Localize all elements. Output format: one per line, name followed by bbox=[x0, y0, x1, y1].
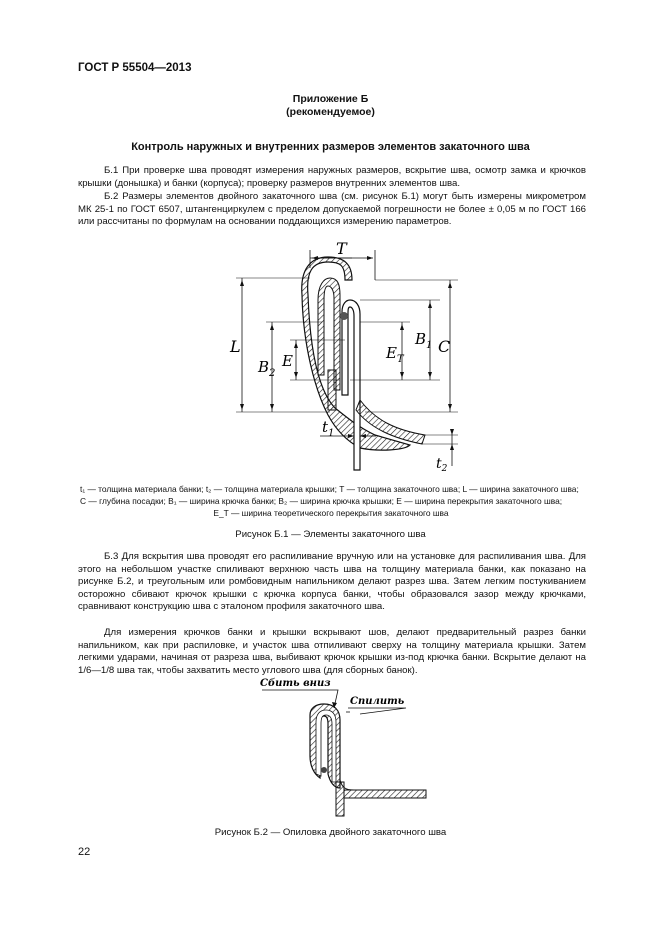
legend-line-1: t₁ — толщина материала банки; t₂ — толщина материала крышки; T — толщина закаточного шва; L — ширина закаточного шва; bbox=[80, 484, 579, 494]
standard-header: ГОСТ Р 55504—2013 bbox=[78, 62, 192, 74]
label-B2: $B_2$ bbox=[258, 358, 276, 379]
annex-title-block bbox=[0, 93, 661, 119]
figure-b2-seam-filing-diagram bbox=[250, 670, 430, 820]
paragraph-b3: Б.3 Для вскрытия шва проводят его распиливание вручную или на установке для распиливания шва. Для этого на небольшом участке спиливают верхнюю часть шва на толщину материала банки, как показано на рисунке Б.2, и треугольным или ромбовидным напильником делают разрез шва. Затем легким постукиванием осторожно сбивают крючок крышки с крючка корпуса банки, чтобы образовался зазор между крючками, сравнивают конструкцию шва с эталоном профиля закаточного шва. bbox=[78, 551, 586, 613]
label-file-off: Спилить bbox=[350, 696, 405, 707]
figure-b2-caption: Рисунок Б.2 — Опиловка двойного закаточного шва bbox=[214, 827, 447, 838]
section-heading: Контроль наружных и внутренних размеров элементов закаточного шва bbox=[131, 141, 530, 153]
body-wall bbox=[336, 782, 344, 816]
paragraph-b1: Б.1 При проверке шва проводят измерения наружных размеров, вскрытие шва, осмотр замка и крючков крышки (донышка) и банки (корпуса); проверку размеров внутренних элементов шва. bbox=[78, 165, 586, 189]
label-C: C bbox=[438, 337, 451, 356]
body-wall bbox=[328, 370, 336, 410]
annex-subtitle: (рекомендуемое) bbox=[286, 106, 375, 118]
sealing-compound bbox=[340, 312, 348, 320]
label-E: E bbox=[282, 352, 293, 370]
figure-b1-caption: Рисунок Б.1 — Элементы закаточного шва bbox=[235, 529, 426, 540]
label-knock-down: Сбить вниз bbox=[260, 678, 331, 689]
page-number: 22 bbox=[78, 846, 91, 858]
sealing-compound bbox=[321, 767, 327, 773]
annex-title: Приложение Б bbox=[292, 93, 369, 105]
legend-line-2: C — глубина посадки; B₁ — ширина крючка банки; B₂ — ширина крючка крышки; E — ширина перекрытия закаточного шва; bbox=[80, 496, 563, 506]
bottom-flange bbox=[344, 790, 426, 798]
figure-b1-seam-diagram bbox=[200, 240, 480, 472]
label-T: T bbox=[336, 240, 347, 258]
legend-line-3: E_T — ширина теоретического перекрытия закаточного шва bbox=[213, 508, 449, 518]
paragraph-b3-cont: Для измерения крючков банки и крышки вскрывают шов, делают предварительный разрез банки напильником, как при распиловке, и участок шва отпиливают сверху на толщину материала крышки. Затем легкими ударами, начиная от разреза шва, выбивают крючок крышки из-под крючка банки. Вскрытие делают на 1/6—1/8 шва так, чтобы захватить место углового шва (для сборных банок). bbox=[78, 627, 586, 676]
paragraph-b2: Б.2 Размеры элементов двойного закаточного шва (см. рисунок Б.1) могут быть измерены микрометром МК 25-1 по ГОСТ 6507, штангенциркулем с пределом допускаемой погрешности не более ± 0,05 м по ГОСТ 166 или рассчитаны по формулам на основании поддающихся измерению параметров. bbox=[78, 191, 586, 228]
label-t1: $t_1$ bbox=[322, 418, 335, 439]
body-hook bbox=[342, 300, 360, 470]
label-B1: $B_1$ bbox=[415, 330, 433, 351]
label-L: L bbox=[230, 337, 241, 356]
label-t2: $t_2$ bbox=[436, 456, 448, 472]
label-ET: $E_T$ bbox=[386, 344, 404, 365]
figure-b1-legend bbox=[80, 483, 582, 519]
